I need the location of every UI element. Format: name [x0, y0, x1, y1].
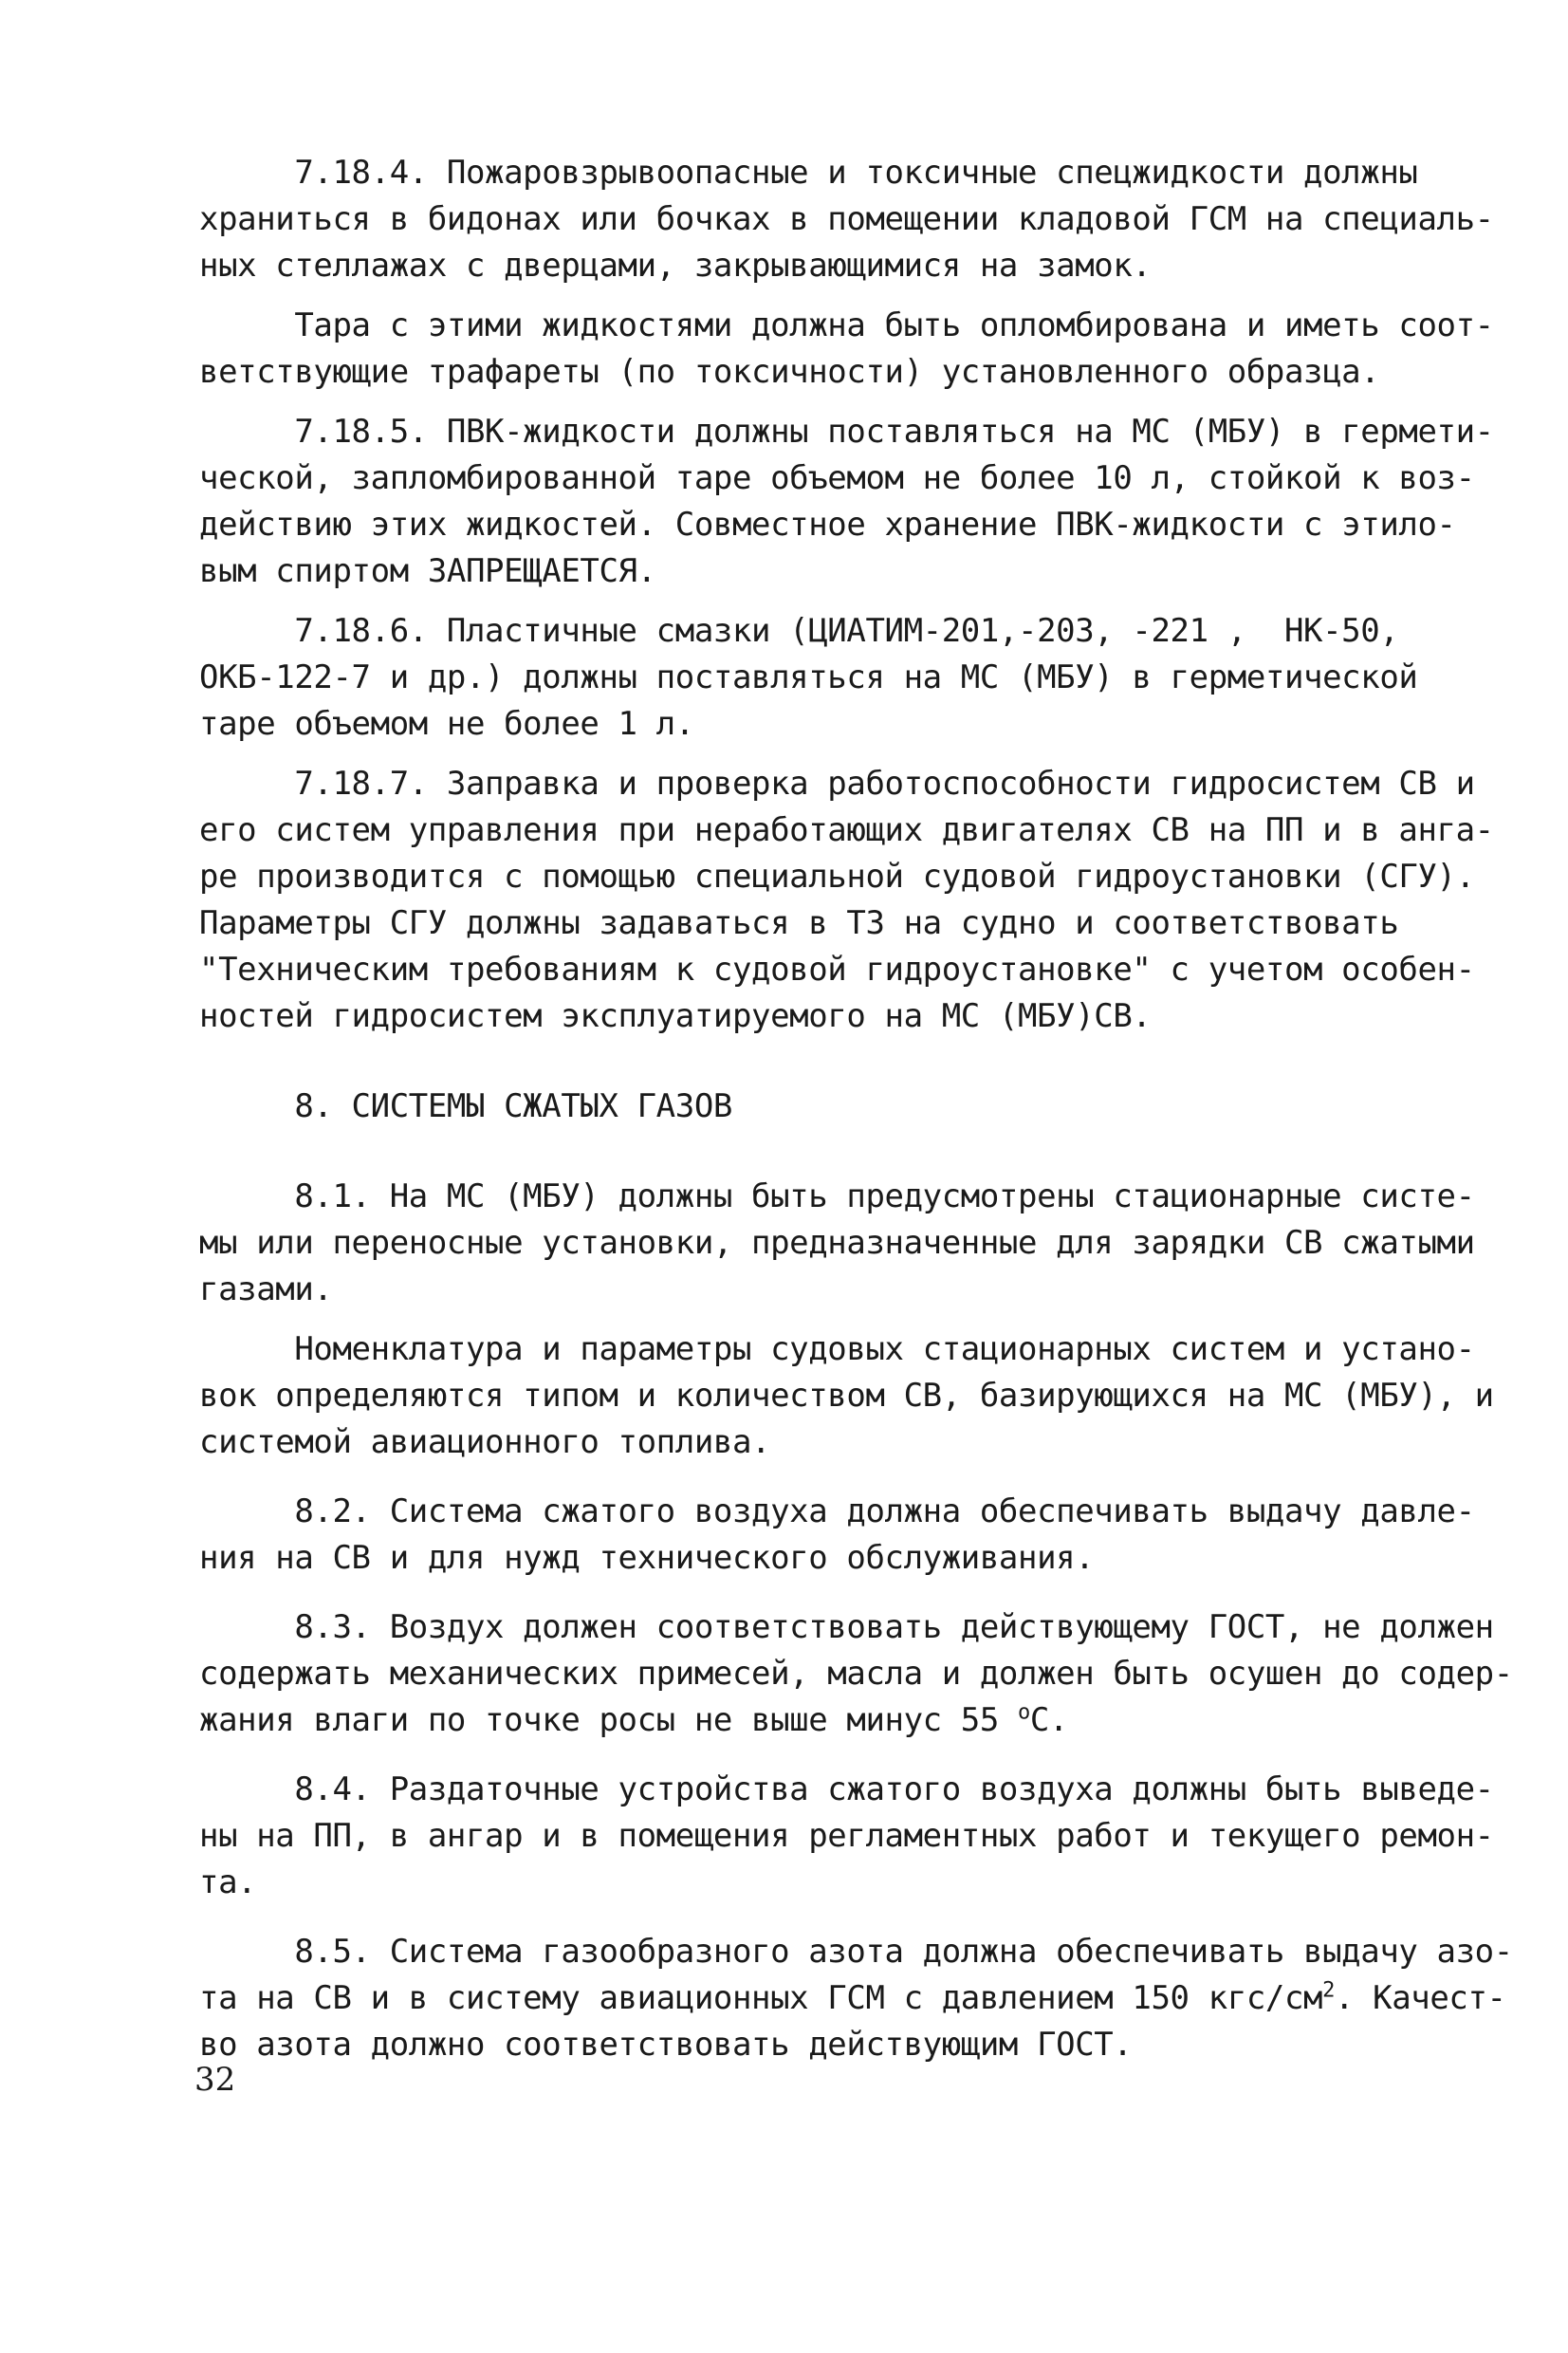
- text-line: храниться в бидонах или бочках в помещении кладовой ГСМ на специаль-: [199, 200, 1494, 238]
- paragraph-7-18-4: [199, 150, 1494, 289]
- text-line: его систем управления при неработающих двигателях СВ на ПП и в анга-: [199, 811, 1494, 849]
- text-line: системой авиационного топлива.: [199, 1423, 771, 1461]
- text-line: 7.18.7. Заправка и проверка работоспособности гидросистем СВ и: [199, 765, 1475, 803]
- text-fragment: . Качест-: [1334, 1979, 1506, 2017]
- paragraph-8-5: [199, 1929, 1513, 2068]
- paragraph-7-18-7: [199, 761, 1494, 1040]
- text-line: ны на ПП, в ангар и в помещения регламентных работ и текущего ремон-: [199, 1817, 1494, 1855]
- text-line: действию этих жидкостей. Совместное хранение ПВК-жидкости с этило-: [199, 506, 1456, 544]
- text-fragment: жания влаги по точке росы не выше минус 55: [199, 1701, 1018, 1739]
- text-line: Номенклатура и параметры судовых стационарных систем и устано-: [199, 1330, 1475, 1368]
- text-line: 7.18.6. Пластичные смазки (ЦИАТИМ-201,-203, -221 , НК-50,: [199, 612, 1399, 650]
- degree-superscript: о: [1018, 1700, 1030, 1725]
- text-line: 8.4. Раздаточные устройства сжатого воздуха должны быть выведе-: [199, 1770, 1494, 1808]
- text-line: 7.18.4. Пожаровзрывоопасные и токсичные спецжидкости должны: [199, 154, 1418, 192]
- text-line: ния на СВ и для нужд технического обслуживания.: [199, 1539, 1095, 1577]
- text-line: 7.18.5. ПВК-жидкости должны поставляться на МС (МБУ) в гермети-: [199, 413, 1494, 451]
- paragraph-8-2: [199, 1489, 1475, 1582]
- text-line: 8.2. Система сжатого воздуха должна обеспечивать выдачу давле-: [199, 1492, 1475, 1530]
- text-line: 8.1. На МС (МБУ) должны быть предусмотрены стационарные систе-: [199, 1177, 1475, 1215]
- paragraph-8-1: [199, 1174, 1475, 1313]
- paragraph-7-18-5: [199, 409, 1494, 595]
- page-number: 32: [194, 2061, 236, 2099]
- text-line: [199, 1697, 1432, 1744]
- text-line: [199, 1975, 1506, 2022]
- text-line: во азота должно соответствовать действующим ГОСТ.: [199, 2026, 1133, 2064]
- paragraph-8-1-nomenclature: [199, 1326, 1494, 1466]
- text-line: вок определяются типом и количеством СВ, базирующихся на МС (МБУ), и: [199, 1377, 1494, 1415]
- text-line: таре объемом не более 1 л.: [199, 705, 694, 743]
- text-line: ческой, заплoмбированной таре объемом не более 10 л, стойкой к воз-: [199, 459, 1475, 497]
- document-body: [199, 150, 1513, 2068]
- text-line: "Техническим требованиям к судовой гидроустановке" с учетом особен-: [199, 951, 1475, 989]
- paragraph-7-18-6: [199, 608, 1432, 748]
- paragraph-7-18-4-tara: [199, 303, 1494, 396]
- text-line: Параметры СГУ должны задаваться в ТЗ на судно и соответствовать: [199, 904, 1399, 942]
- text-line: 8.3. Воздух должен соответствовать действующему ГОСТ, не должен: [199, 1608, 1494, 1646]
- text-line: 8.5. Система газообразного азота должна обеспечивать выдачу азо-: [199, 1933, 1513, 1971]
- text-line: ностей гидросистем эксплуатируемого на МС (МБУ)СВ.: [199, 997, 1152, 1035]
- text-line: газами.: [199, 1270, 333, 1308]
- text-line: вым спиртом ЗАПРЕЩАЕТСЯ.: [199, 552, 656, 590]
- text-line: та.: [199, 1863, 257, 1901]
- text-line: ных стеллажах с дверцами, закрывающимися на замок.: [199, 247, 1152, 285]
- text-line: мы или переносные установки, предназначенные для зарядки СВ сжатыми: [199, 1224, 1475, 1262]
- text-line: Тара с этими жидкостями должна быть опломбирована и иметь соот-: [199, 306, 1494, 344]
- text-fragment: С.: [1029, 1701, 1068, 1739]
- exponent-superscript: 2: [1322, 1978, 1335, 2003]
- section-heading: 8. СИСТЕМЫ СЖАТЫХ ГАЗОВ: [199, 1087, 732, 1125]
- text-line: ре производится с помощью специальной судовой гидроустановки (СГУ).: [199, 858, 1475, 896]
- text-line: ветствующие трафареты (по токсичности) установленного образца.: [199, 353, 1380, 391]
- text-line: содержать механических примесей, масла и должен быть осушен до содер-: [199, 1655, 1513, 1693]
- text-fragment: та на СВ и в систему авиационных ГСМ с давлением 150 кгс/см: [199, 1979, 1323, 2017]
- paragraph-8-4: [199, 1767, 1494, 1906]
- text-line: ОКБ-122-7 и др.) должны поставляться на МС (МБУ) в герметической: [199, 658, 1418, 696]
- paragraph-8-3: [199, 1604, 1513, 1744]
